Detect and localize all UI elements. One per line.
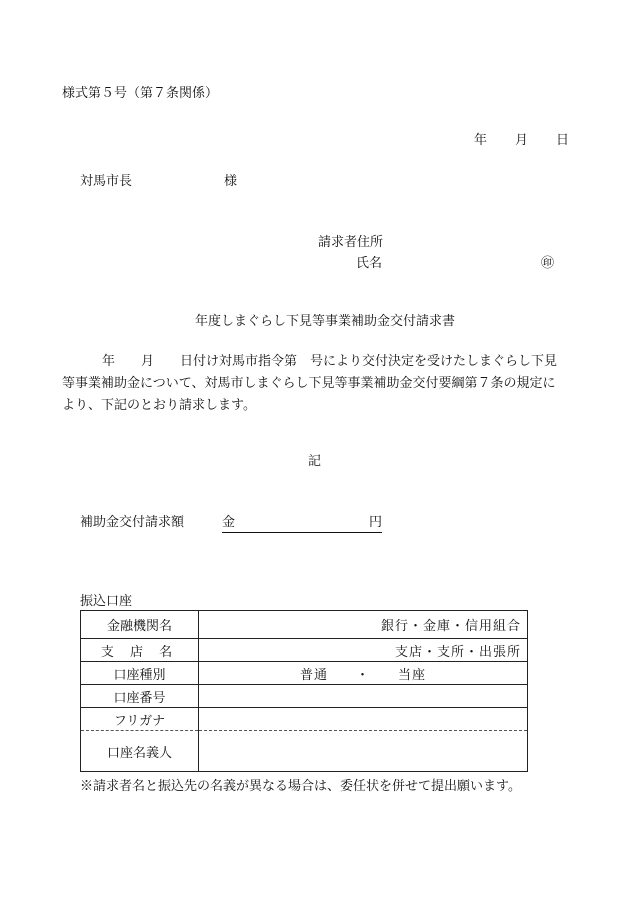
amount-suffix: 円 <box>368 515 382 530</box>
body-paragraph <box>62 351 568 417</box>
table-row <box>81 639 528 662</box>
account-type-label: 口座種別 <box>81 662 199 685</box>
table-row <box>81 685 528 708</box>
addressee: 対馬市長 <box>80 174 133 189</box>
furigana-label: フリガナ <box>81 708 199 731</box>
account-number-label: 口座番号 <box>81 685 199 708</box>
bank-name-value: 銀行・金庫・信用組合 <box>199 611 528 639</box>
date-line <box>474 133 569 149</box>
account-holder-label: 口座名義人 <box>81 731 199 772</box>
branch-name-label: 支 店 名 <box>81 639 199 662</box>
footnote: ※請求者名と振込先の名義が異なる場合は、委任状を併せて提出願います。 <box>80 779 521 794</box>
date-day: 日 <box>556 133 570 148</box>
document-title: 年度しまぐらし下見等事業補助金交付請求書 <box>195 314 456 329</box>
table-row <box>81 611 528 639</box>
table-row <box>81 708 528 731</box>
date-month: 月 <box>515 133 529 148</box>
bank-name-label: 金融機関名 <box>81 611 199 639</box>
body-year: 年 <box>102 354 116 369</box>
applicant-name-label: 氏名 <box>356 256 383 271</box>
form-number: 様式第５号（第７条関係） <box>62 86 219 101</box>
table-row <box>81 662 528 685</box>
body-rest: 日付け対馬市指令第 号により交付決定を受けたしまぐらし下見等事業補助金について、対馬市しまぐらし下見等事業補助金交付要綱第７条の規定により、下記のとおり請求します。 <box>62 354 558 413</box>
applicant-address-label: 請求者住所 <box>318 235 384 250</box>
date-year: 年 <box>474 133 488 148</box>
furigana-value <box>199 708 528 731</box>
account-holder-value <box>199 731 528 772</box>
branch-name-value: 支店・支所・出張所 <box>199 639 528 662</box>
amount-prefix: 金 <box>222 515 236 530</box>
ki-heading: 記 <box>308 454 322 469</box>
amount-label: 補助金交付請求額 <box>80 515 185 530</box>
account-number-value <box>199 685 528 708</box>
table-row <box>81 731 528 772</box>
amount-field <box>222 515 382 533</box>
body-month: 月 <box>141 354 155 369</box>
bank-account-table <box>80 610 528 772</box>
honorific: 様 <box>224 174 238 189</box>
seal-mark: ㊞ <box>541 256 555 271</box>
bank-section-label: 振込口座 <box>80 594 133 609</box>
account-type-value: 普通 ・ 当座 <box>199 662 528 685</box>
